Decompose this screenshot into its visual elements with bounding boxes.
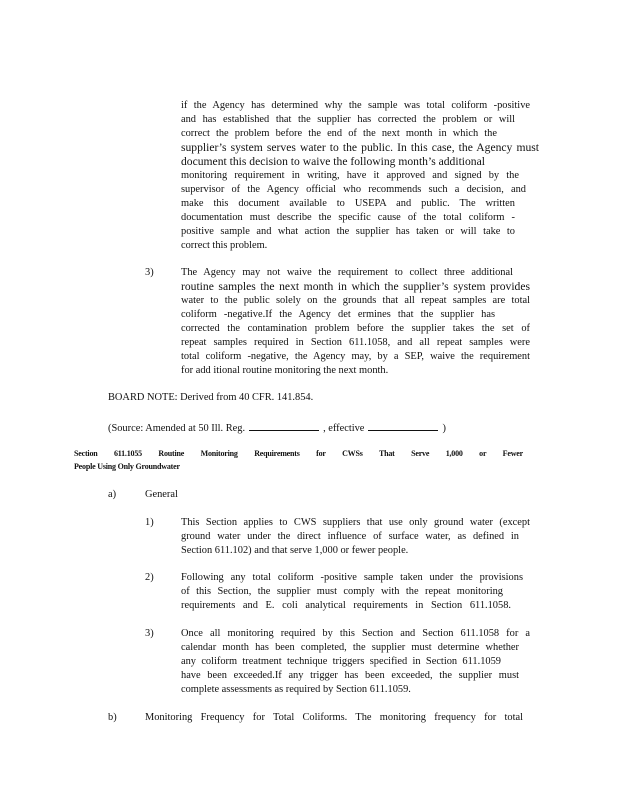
- board-note: BOARD NOTE: Derived from 40 CFR. 141.854.: [108, 392, 314, 403]
- source-mid: , effective: [323, 423, 365, 434]
- text-line: repeat samples required in Section 611.1058, and all repeat samples were: [181, 337, 530, 348]
- date-blank-line: [249, 421, 319, 431]
- text-line: This Section applies to CWS suppliers that use only ground water (except: [181, 517, 530, 528]
- text-line: positive sample and what action the supplier has taken or will take to: [181, 226, 515, 237]
- text-line: supplier’s system serves water to the public. In this case, the Agency must: [181, 141, 539, 154]
- subsection-label: a): [108, 489, 117, 500]
- text-line: Following any total coliform -positive sample taken under the provisions: [181, 572, 523, 583]
- text-line: supervisor of the Agency official who recommends such a decision, and: [181, 184, 526, 195]
- text-line: total coliform -negative, the Agency may, by a SEP, waive the requirement: [181, 351, 530, 362]
- subsection-b-text: Monitoring Frequency for Total Coliforms. The monitoring frequency for total: [145, 712, 523, 723]
- text-line: routine samples the next month in which the supplier’s system provides: [181, 280, 530, 293]
- text-line: make this document available to USEPA and public. The written: [181, 198, 515, 209]
- item-number: 3): [145, 628, 154, 639]
- text-line: Section 611.102) and that serve 1,000 or fewer people.: [181, 545, 409, 556]
- subsection-label: b): [108, 712, 117, 723]
- source-suffix: ): [442, 423, 446, 434]
- text-line: correct the problem before the end of the next month in which the: [181, 128, 497, 139]
- item-number: 3): [145, 267, 154, 278]
- subsection-title: General: [145, 489, 178, 500]
- text-line: calendar month has been completed, the supplier must determine whether: [181, 642, 519, 653]
- text-line: The Agency may not waive the requirement to collect three additional: [181, 267, 513, 278]
- text-line: and has established that the supplier has corrected the problem or will: [181, 114, 515, 125]
- text-line: ground water under the direct influence of surface water, as defined in: [181, 531, 519, 542]
- text-line: if the Agency has determined why the sample was total coliform -positive: [181, 100, 530, 111]
- item-number: 1): [145, 517, 154, 528]
- source-note: [108, 421, 468, 435]
- source-prefix: (Source: Amended at 50 Ill. Reg.: [108, 423, 246, 434]
- section-heading-line: People Using Only Groundwater: [74, 462, 180, 471]
- text-line: correct this problem.: [181, 240, 268, 251]
- text-line: any coliform treatment technique triggers specified in Section 611.1059: [181, 656, 501, 667]
- text-line: monitoring requirement in writing, have it approved and signed by the: [181, 170, 519, 181]
- text-line: for add itional routine monitoring the next month.: [181, 365, 389, 376]
- text-line: document this decision to waive the following month’s additional: [181, 155, 485, 168]
- text-line: requirements and E. coli analytical requirements in Section 611.1058.: [181, 600, 511, 611]
- text-line: water to the public solely on the grounds that all repeat samples are total: [181, 295, 530, 306]
- section-heading-line: Section 611.1055 Routine Monitoring Requirements for CWSs That Serve 1,000 or Fewer: [74, 449, 523, 458]
- text-line: corrected the contamination problem before the supplier takes the set of: [181, 323, 530, 334]
- date-blank-line: [368, 421, 438, 431]
- text-line: complete assessments as required by Section 611.1059.: [181, 684, 411, 695]
- text-line: Once all monitoring required by this Section and Section 611.1058 for a: [181, 628, 530, 639]
- text-line: of this Section, the supplier must comply with the repeat monitoring: [181, 586, 503, 597]
- text-line: have been exceeded.If any trigger has been exceeded, the supplier must: [181, 670, 519, 681]
- text-line: coliform -negative.If the Agency det ermines that the supplier has: [181, 309, 495, 320]
- item-number: 2): [145, 572, 154, 583]
- text-line: documentation must describe the specific cause of the total coliform -: [181, 212, 515, 223]
